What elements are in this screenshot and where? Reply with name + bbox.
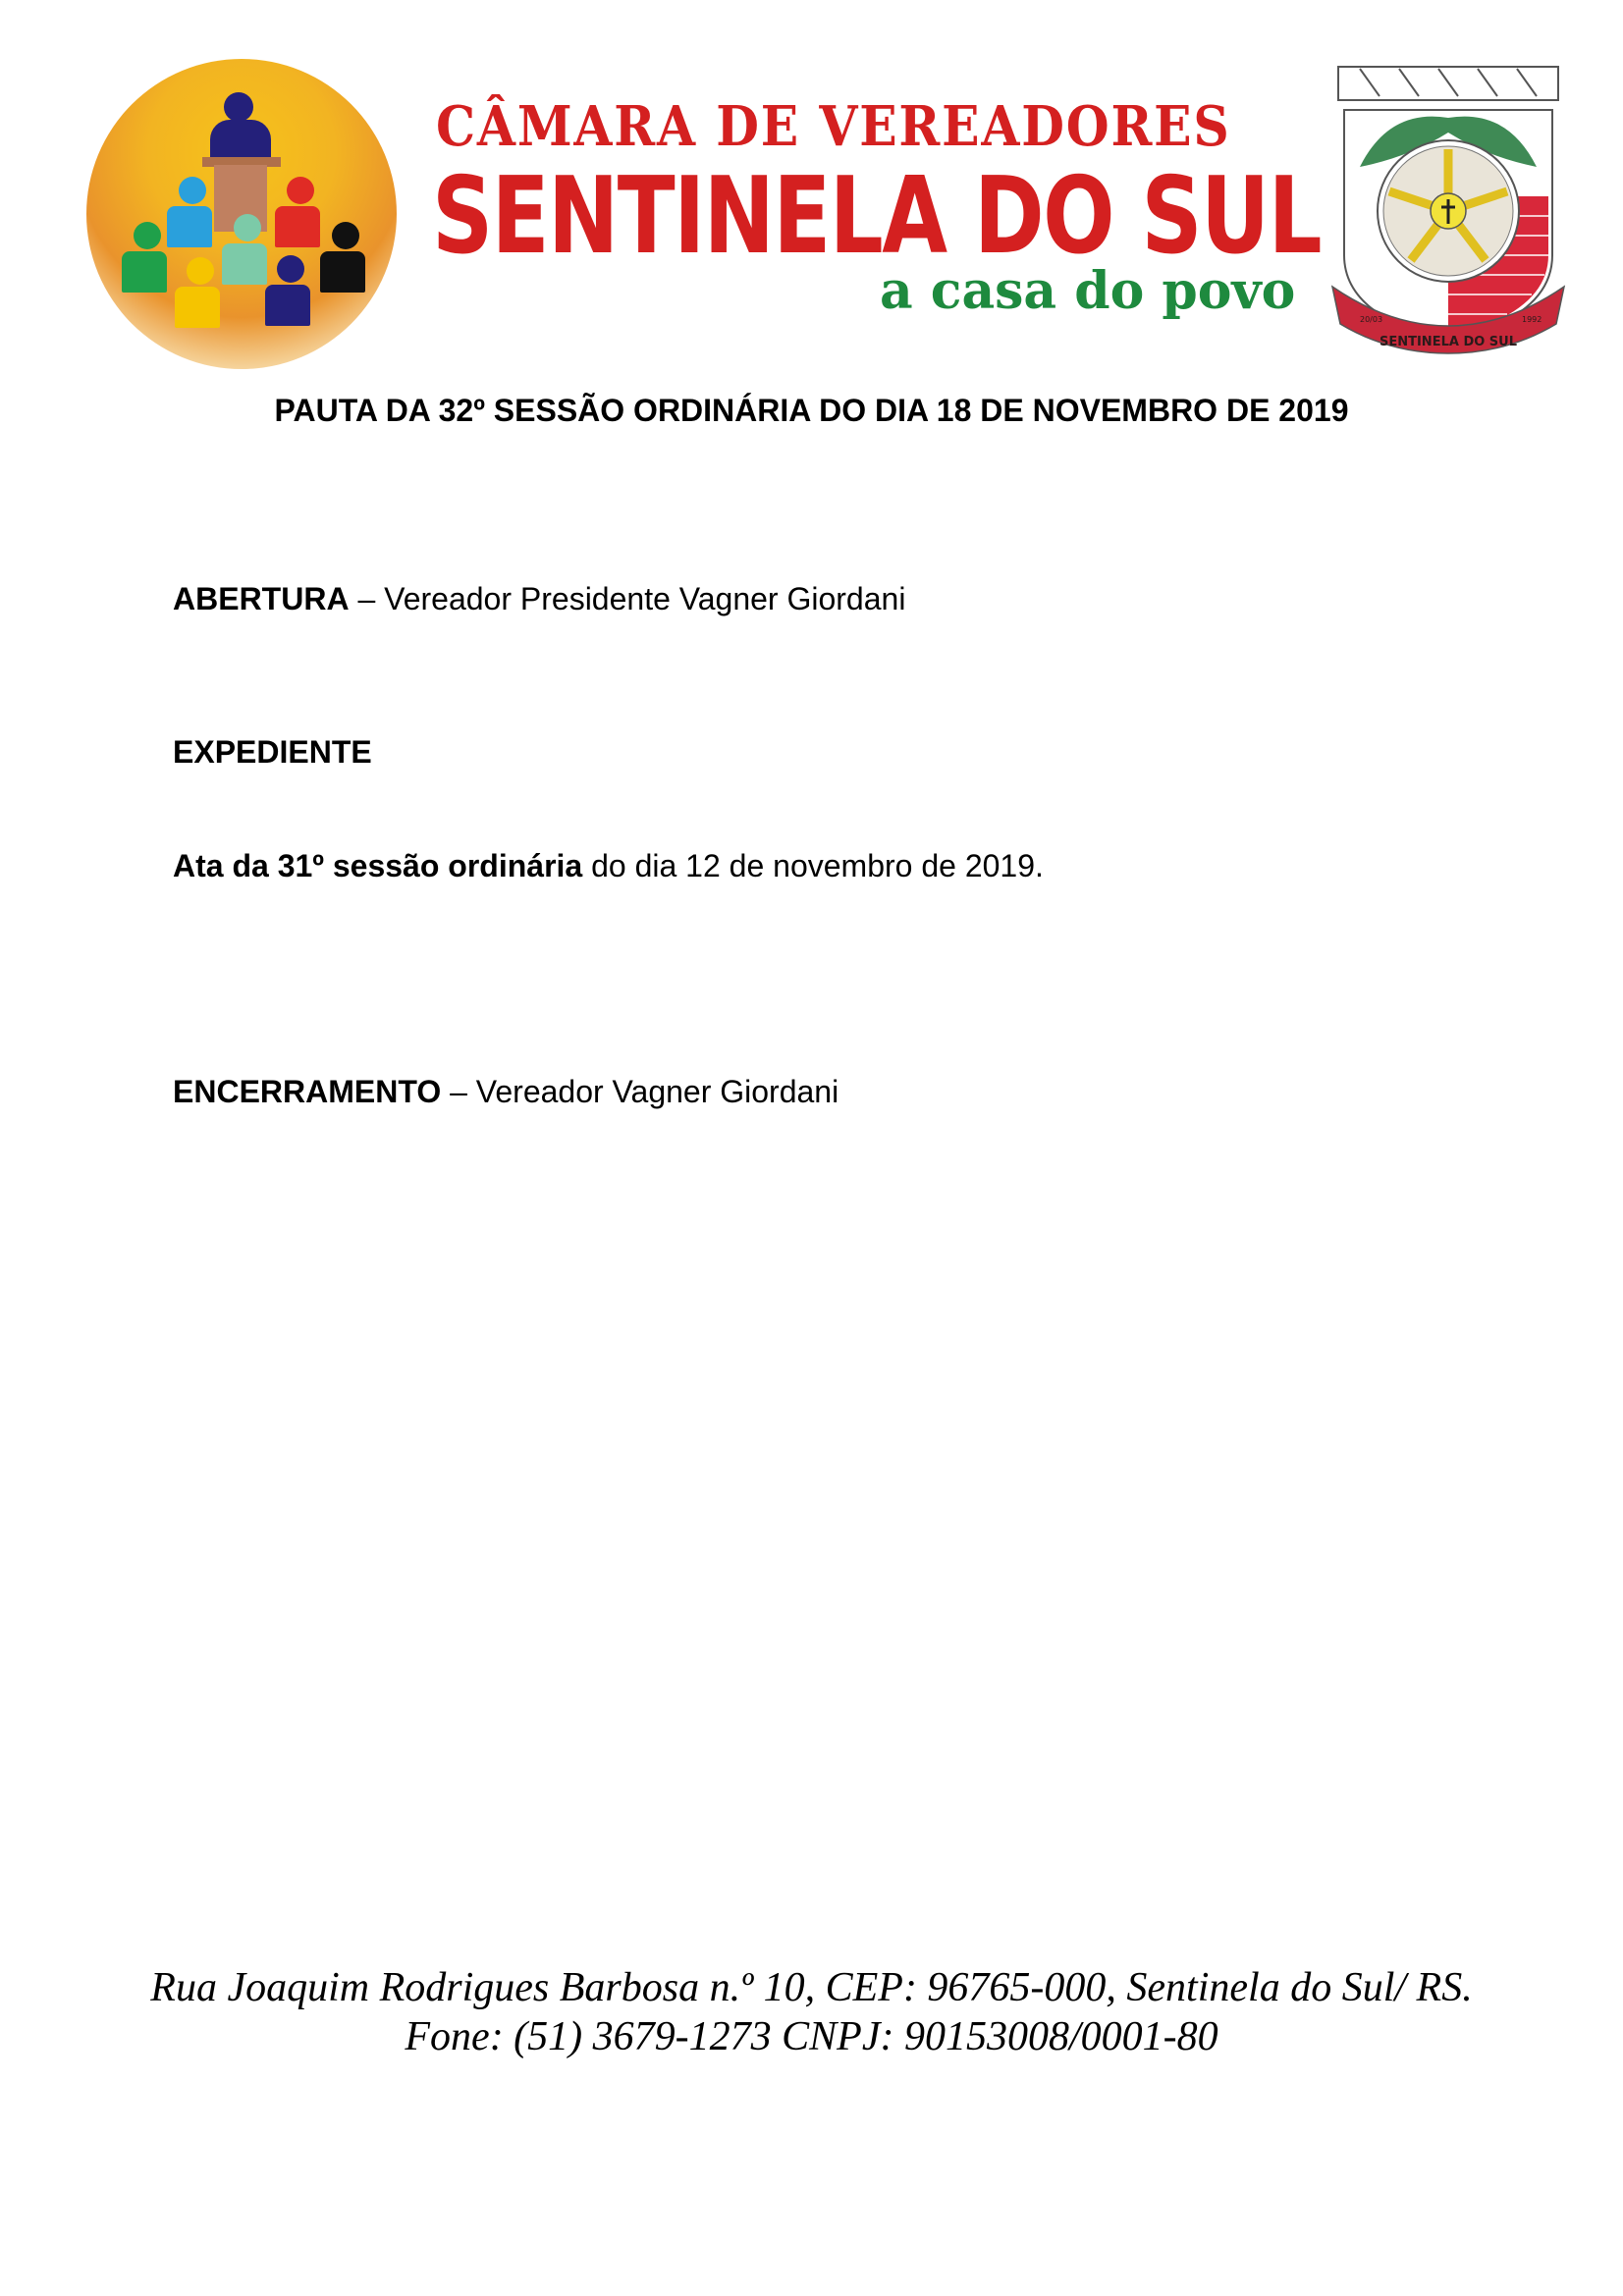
- camara-logo: [86, 59, 397, 369]
- header-title-line2: SENTINELA DO SUL: [432, 155, 1322, 278]
- section-label: ENCERRAMENTO: [173, 1074, 442, 1109]
- crest-ribbon-text: SENTINELA DO SUL: [1379, 335, 1518, 349]
- section-ata: [173, 848, 1044, 884]
- separator: –: [349, 581, 385, 616]
- header-title-line1: CÂMARA DE VEREADORES: [436, 94, 1231, 159]
- section-label: ABERTURA: [173, 581, 350, 616]
- ata-text: do dia 12 de novembro de 2019.: [582, 848, 1044, 883]
- section-abertura: [173, 581, 905, 617]
- footer: [0, 1963, 1623, 2061]
- coat-of-arms: [1330, 59, 1566, 358]
- footer-contact: Fone: (51) 3679-1273 CNPJ: 90153008/0001-80: [405, 2014, 1218, 2059]
- section-text: Vereador Presidente Vagner Giordani: [384, 581, 906, 616]
- section-expediente: [173, 734, 372, 771]
- ata-label: Ata da 31º sessão ordinária: [173, 848, 583, 883]
- section-label: EXPEDIENTE: [173, 734, 372, 770]
- footer-address: Rua Joaquim Rodrigues Barbosa n.º 10, CEP: 96765-000, Sentinela do Sul/ RS.: [150, 1965, 1473, 2010]
- section-text: Vereador Vagner Giordani: [475, 1074, 839, 1109]
- svg-text:20/03: 20/03: [1360, 315, 1383, 324]
- svg-text:1992: 1992: [1522, 315, 1542, 324]
- section-encerramento: [173, 1074, 839, 1110]
- separator: –: [441, 1074, 476, 1109]
- header-tagline: a casa do povo: [880, 261, 1296, 321]
- document-title: PAUTA DA 32º SESSÃO ORDINÁRIA DO DIA 18 DE NOVEMBRO DE 2019: [274, 393, 1349, 428]
